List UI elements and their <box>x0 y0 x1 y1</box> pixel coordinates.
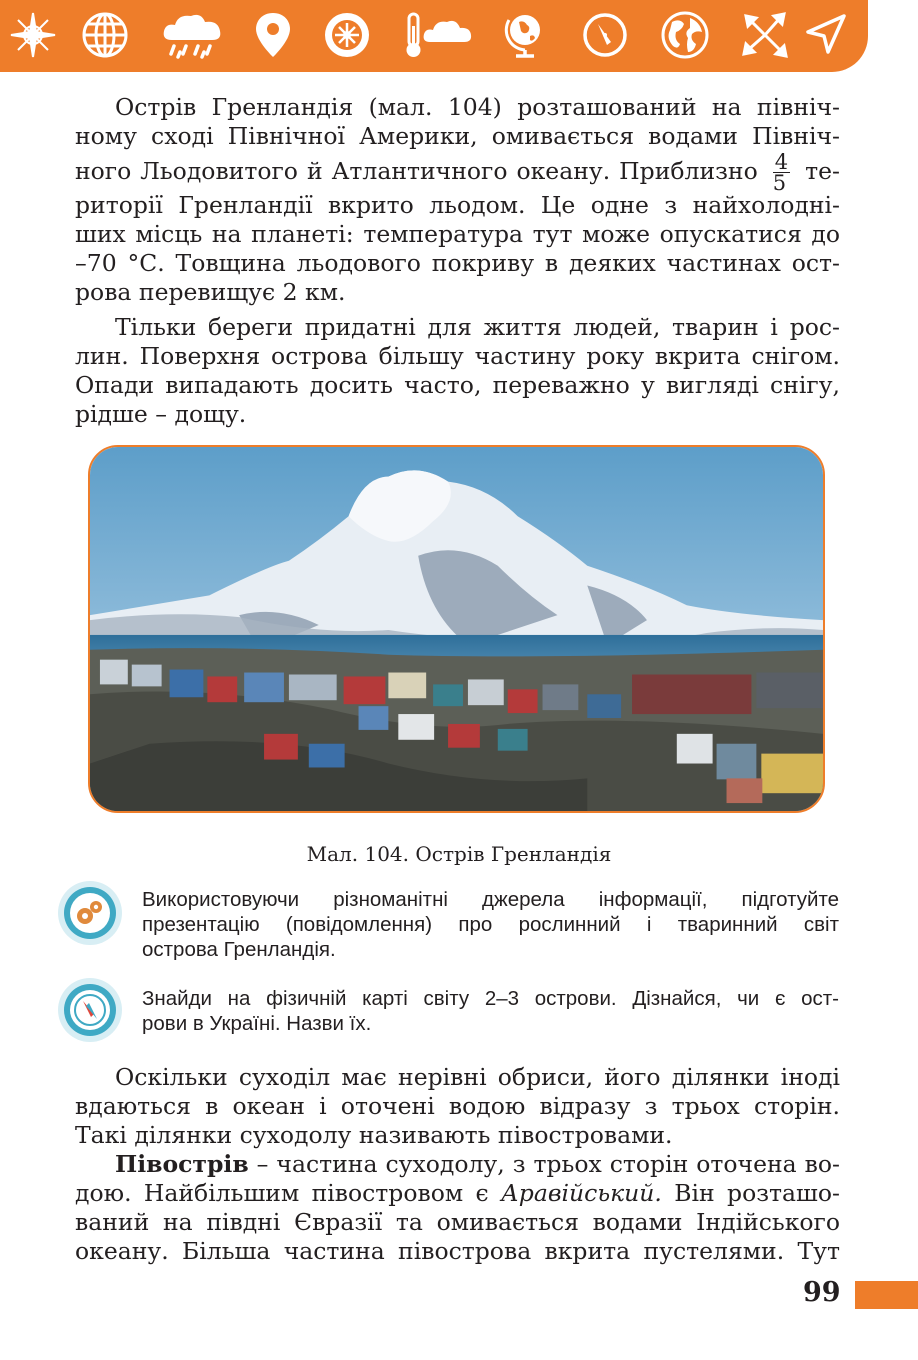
gears-task-icon <box>57 880 123 946</box>
directions-arrows-icon <box>740 10 790 60</box>
text-line: –70 °С. Товщина льодового покриву в деяких частинах ост- <box>75 249 840 277</box>
text-line: Такі ділянки суходолу називають півостровами. <box>75 1121 673 1149</box>
text-line: вдаються в океан і оточені водою відразу з трьох сторін. <box>75 1092 840 1120</box>
compass-rose-icon <box>8 10 58 60</box>
text-line: океану. Більша частина півострова вкрита пустелями. Тут <box>75 1237 840 1265</box>
task-find-islands <box>142 986 839 1036</box>
navigation-arrow-icon <box>800 10 850 60</box>
page-number: 99 <box>803 1277 841 1308</box>
text-segment: Він розташо- <box>661 1179 840 1207</box>
term-arabian: Аравійський. <box>500 1179 662 1207</box>
text-line: Оскільки суходіл має нерівні обриси, його ділянки іноді <box>115 1063 840 1091</box>
text-line: рови в Україні. Назви їх. <box>142 1012 372 1035</box>
paragraph-greenland-climate <box>75 313 840 429</box>
text-line: Острів Гренландія (мал. 104) розташований на північ- <box>115 93 840 121</box>
text-line-with-fraction <box>75 150 840 195</box>
figure-caption: Мал. 104. Острів Гренландія <box>306 842 612 866</box>
fraction-denominator: 5 <box>772 171 787 195</box>
text-segment: дою. Найбільшим півостровом є <box>75 1179 501 1207</box>
desk-globe-icon <box>500 10 550 60</box>
page-number-bar <box>855 1281 918 1309</box>
compass-dial-icon <box>322 10 372 60</box>
rain-cloud-icon <box>160 10 226 60</box>
text-line: Тільки береги придатні для життя людей, тварин і рос- <box>115 313 840 341</box>
text-segment: – частина суходолу, з трьох сторін оточена во- <box>248 1150 840 1178</box>
fraction <box>773 152 790 193</box>
compass-task-icon <box>57 977 123 1043</box>
text-line: Опади випадають досить часто, переважно у вигляді снігу, <box>75 371 840 399</box>
text-line: рова перевищує 2 км. <box>75 278 346 306</box>
header-bar <box>0 0 868 72</box>
text-line: острова Гренландія. <box>142 938 336 961</box>
text-line: ному сході Північної Америки, омивається водами Північ- <box>75 122 840 150</box>
paragraph-peninsula-definition <box>75 1150 840 1266</box>
paragraph-greenland-intro <box>75 93 840 307</box>
text-line: ваний на півдні Євразії та омивається водами Індійського <box>75 1208 840 1236</box>
text-segment: ного Льодовитого й Атлантичного океану. Приблизно <box>75 157 758 185</box>
text-line <box>75 1150 840 1179</box>
earth-icon <box>660 10 710 60</box>
text-line: Використовуючи різноманітні джерела інформації, підготуйте <box>142 888 839 911</box>
task-greenland-presentation <box>142 887 839 962</box>
text-segment: те- <box>805 157 840 185</box>
thermometer-cloud-icon <box>400 10 474 60</box>
text-line: презентацію (повідомлення) про рослинний і тваринний світ <box>142 913 839 936</box>
text-line: лин. Поверхня острова більшу частину року вкрита снігом. <box>75 342 840 370</box>
text-line: риторії Гренландії вкрито льодом. Це одне з найхолодні- <box>75 191 840 219</box>
text-line: рідше – дощу. <box>75 400 247 428</box>
fraction-numerator: 4 <box>774 150 789 174</box>
location-pin-icon <box>248 10 298 60</box>
text-line: ших місць на планеті: температура тут може опускатися до <box>75 220 840 248</box>
term-peninsula: Півострів <box>115 1150 249 1178</box>
text-line: Знайди на фізичній карті світу 2–3 острови. Дізнайся, чи є ост- <box>142 987 839 1010</box>
paragraph-peninsulas-intro <box>75 1063 840 1150</box>
globe-grid-icon <box>80 10 130 60</box>
compass-needle-icon <box>580 10 630 60</box>
text-line <box>75 1179 840 1208</box>
greenland-photo <box>88 445 825 813</box>
